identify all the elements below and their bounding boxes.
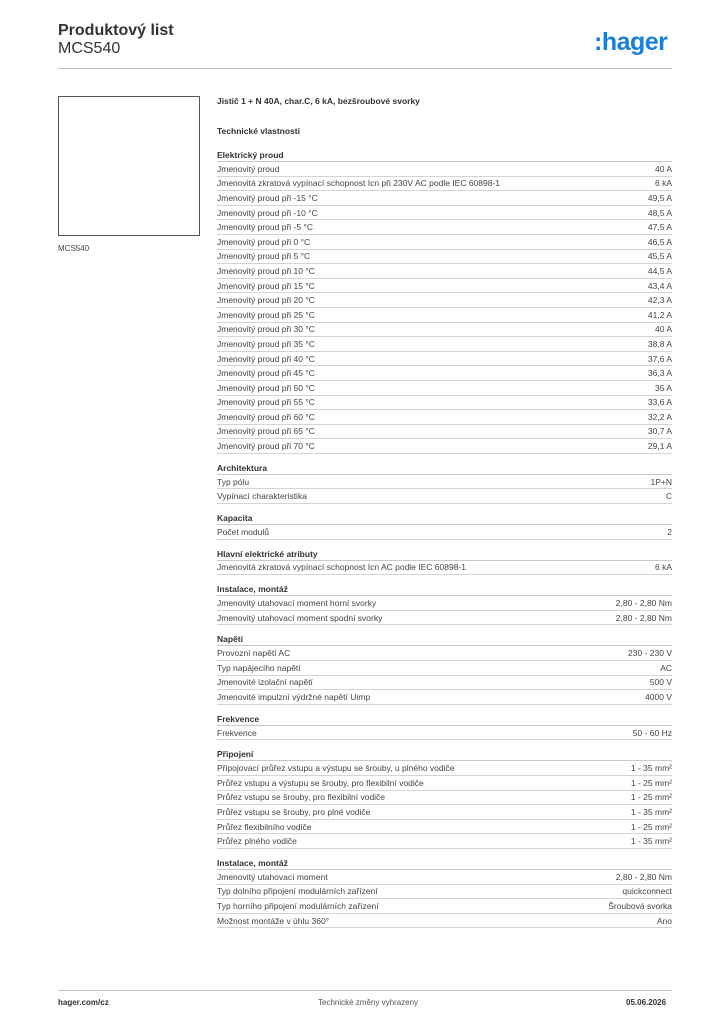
spec-value: 6 kA xyxy=(654,562,672,573)
spec-value: 4000 V xyxy=(645,692,672,703)
spec-value: 1 - 35 mm² xyxy=(630,806,672,817)
spec-group xyxy=(217,546,672,576)
spec-label: Typ dolního připojení modulárních zařízení xyxy=(217,886,378,897)
spec-value: 1 - 35 mm² xyxy=(630,836,672,847)
spec-label: Jmenovitý proud při 25 °C xyxy=(217,309,315,320)
spec-group xyxy=(217,581,672,625)
spec-row xyxy=(217,396,672,411)
hager-logo: :hager xyxy=(594,28,668,56)
spec-row xyxy=(217,475,672,490)
footer-disclaimer: Technické změny vyhrazeny xyxy=(318,998,419,1007)
spec-row xyxy=(217,661,672,676)
spec-row xyxy=(217,834,672,849)
spec-group-title: Instalace, montáž xyxy=(217,581,672,596)
spec-value: 42,3 A xyxy=(647,295,672,306)
spec-row xyxy=(217,235,672,250)
spec-group-title: Architektura xyxy=(217,460,672,475)
spec-group xyxy=(217,746,672,849)
spec-row xyxy=(217,352,672,367)
spec-row xyxy=(217,323,672,338)
spec-group xyxy=(217,711,672,741)
spec-label: Jmenovitý proud při 20 °C xyxy=(217,295,315,306)
spec-row xyxy=(217,776,672,791)
spec-row xyxy=(217,250,672,265)
spec-label: Jmenovitý proud při 0 °C xyxy=(217,236,311,247)
spec-value: 2 xyxy=(667,526,672,537)
spec-row xyxy=(217,885,672,900)
spec-row xyxy=(217,220,672,235)
spec-row xyxy=(217,646,672,661)
spec-row xyxy=(217,489,672,504)
spec-label: Jmenovité izolační napětí xyxy=(217,677,313,688)
spec-label: Průřez plného vodiče xyxy=(217,836,297,847)
spec-group-title: Elektrický proud xyxy=(217,147,672,162)
spec-label: Jmenovitý proud při 10 °C xyxy=(217,265,315,276)
spec-value: 230 - 230 V xyxy=(628,648,672,659)
spec-value: 32,2 A xyxy=(647,411,672,422)
spec-label: Jmenovitá zkratová vypínací schopnost Icn AC podle IEC 60898-1 xyxy=(217,562,466,573)
spec-label: Jmenovitý utahovací moment spodní svorky xyxy=(217,612,383,623)
spec-value: 44,5 A xyxy=(647,265,672,276)
spec-value: 47,5 A xyxy=(647,222,672,233)
spec-label: Typ horního připojení modulárních zařízení xyxy=(217,900,379,911)
footer-date: 05.06.2026 xyxy=(626,998,667,1007)
spec-label: Průřez vstupu se šrouby, pro plné vodiče xyxy=(217,806,371,817)
spec-value: Ano xyxy=(656,915,672,926)
spec-row xyxy=(217,162,672,177)
spec-row xyxy=(217,690,672,705)
spec-value: 36,3 A xyxy=(647,368,672,379)
spec-label: Typ napájecího napětí xyxy=(217,662,301,673)
spec-value: 35 A xyxy=(654,382,672,393)
spec-row xyxy=(217,264,672,279)
spec-value: 50 - 60 Hz xyxy=(632,727,672,738)
spec-value: 38,8 A xyxy=(647,338,672,349)
spec-content xyxy=(217,96,672,934)
technical-properties-title: Technické vlastnosti xyxy=(217,126,300,136)
spec-label: Jmenovitý proud při -5 °C xyxy=(217,222,313,233)
spec-label: Jmenovitý proud při 30 °C xyxy=(217,324,315,335)
spec-group xyxy=(217,460,672,504)
spec-value: 45,5 A xyxy=(647,251,672,262)
spec-label: Jmenovitý proud při 40 °C xyxy=(217,353,315,364)
spec-label: Jmenovitý utahovací moment horní svorky xyxy=(217,598,377,609)
spec-group xyxy=(217,510,672,540)
spec-row xyxy=(217,279,672,294)
spec-value: 41,2 A xyxy=(647,309,672,320)
spec-value: C xyxy=(665,491,672,502)
spec-value: 29,1 A xyxy=(647,441,672,452)
spec-value: 6 kA xyxy=(654,178,672,189)
spec-value: Šroubová svorka xyxy=(608,900,672,911)
spec-label: Jmenovitý proud při -10 °C xyxy=(217,207,318,218)
spec-value: 33,6 A xyxy=(647,397,672,408)
spec-row xyxy=(217,337,672,352)
spec-value: 2,80 - 2,80 Nm xyxy=(615,871,672,882)
spec-value: 2,80 - 2,80 Nm xyxy=(615,598,672,609)
spec-row xyxy=(217,308,672,323)
spec-label: Jmenovitý utahovací moment xyxy=(217,871,328,882)
spec-value: 1 - 35 mm² xyxy=(630,763,672,774)
spec-row xyxy=(217,791,672,806)
spec-row xyxy=(217,410,672,425)
spec-group-title: Instalace, montáž xyxy=(217,855,672,870)
spec-row xyxy=(217,191,672,206)
spec-label: Frekvence xyxy=(217,727,257,738)
spec-label: Průřez vstupu a výstupu se šrouby, pro flexibilní vodiče xyxy=(217,777,424,788)
spec-label: Jmenovitý proud při 65 °C xyxy=(217,426,315,437)
spec-label: Jmenovitý proud xyxy=(217,163,280,174)
spec-value: 46,5 A xyxy=(647,236,672,247)
spec-value: 48,5 A xyxy=(647,207,672,218)
spec-label: Provozní napětí AC xyxy=(217,648,291,659)
spec-row xyxy=(217,381,672,396)
spec-value: 1 - 25 mm² xyxy=(630,821,672,832)
spec-label: Připojovací průřez vstupu a výstupu se šrouby, u plného vodiče xyxy=(217,763,455,774)
spec-group xyxy=(217,855,672,928)
product-image-caption: MCS540 xyxy=(58,244,90,253)
footer-divider xyxy=(58,990,672,991)
spec-value: 49,5 A xyxy=(647,192,672,203)
spec-group-title: Kapacita xyxy=(217,510,672,525)
spec-label: Průřez flexibilního vodiče xyxy=(217,821,312,832)
spec-row xyxy=(217,820,672,835)
spec-row xyxy=(217,439,672,454)
page-title: Produktový list xyxy=(58,22,174,39)
spec-group-title: Frekvence xyxy=(217,711,672,726)
spec-value: 500 V xyxy=(649,677,672,688)
spec-value: 1 - 25 mm² xyxy=(630,792,672,803)
spec-row xyxy=(217,870,672,885)
spec-row xyxy=(217,914,672,929)
spec-row xyxy=(217,525,672,540)
spec-label: Jmenovitá zkratová vypínací schopnost Icn při 230V AC podle IEC 60898-1 xyxy=(217,178,501,189)
header-divider xyxy=(58,68,672,69)
spec-value: 40 A xyxy=(654,324,672,335)
footer-website: hager.com/cz xyxy=(58,998,109,1007)
spec-group-title: Hlavní elektrické atributy xyxy=(217,546,672,561)
spec-label: Jmenovitý proud při 60 °C xyxy=(217,411,315,422)
spec-row xyxy=(217,425,672,440)
spec-label: Jmenovitý proud při 15 °C xyxy=(217,280,315,291)
spec-row xyxy=(217,596,672,611)
spec-label: Jmenovitý proud při 5 °C xyxy=(217,251,311,262)
spec-label: Jmenovitý proud při 35 °C xyxy=(217,338,315,349)
spec-group-title: Napětí xyxy=(217,631,672,646)
spec-row xyxy=(217,561,672,576)
spec-label: Vypínací charakteristika xyxy=(217,491,307,502)
spec-row xyxy=(217,611,672,626)
page-subtitle: MCS540 xyxy=(58,40,121,57)
spec-groups xyxy=(217,147,672,928)
spec-label: Jmenovitý proud při 45 °C xyxy=(217,368,315,379)
spec-value: 40 A xyxy=(654,163,672,174)
spec-row xyxy=(217,726,672,741)
spec-value: 37,6 A xyxy=(647,353,672,364)
spec-label: Jmenovitý proud při -15 °C xyxy=(217,192,318,203)
spec-row xyxy=(217,761,672,776)
spec-group xyxy=(217,631,672,704)
spec-value: 1 - 25 mm² xyxy=(630,777,672,788)
spec-label: Počet modulů xyxy=(217,526,269,537)
spec-label: Jmenovitý proud při 70 °C xyxy=(217,441,315,452)
spec-row xyxy=(217,293,672,308)
spec-row xyxy=(217,206,672,221)
spec-row xyxy=(217,676,672,691)
spec-row xyxy=(217,805,672,820)
spec-label: Jmenovitý proud při 55 °C xyxy=(217,397,315,408)
spec-group xyxy=(217,147,672,454)
spec-value: 1P+N xyxy=(650,476,672,487)
spec-label: Jmenovitý proud při 50 °C xyxy=(217,382,315,393)
spec-value: quickconnect xyxy=(622,886,672,897)
spec-label: Možnost montáže v úhlu 360° xyxy=(217,915,330,926)
spec-row xyxy=(217,177,672,192)
spec-value: 2,80 - 2,80 Nm xyxy=(615,612,672,623)
spec-group-title: Připojení xyxy=(217,746,672,761)
product-description: Jistič 1 + N 40A, char.C, 6 kA, bezšroubové svorky xyxy=(217,96,420,106)
spec-label: Jmenovité impulzní výdržné napětí Uimp xyxy=(217,692,371,703)
product-image xyxy=(58,96,200,236)
spec-value: AC xyxy=(660,662,672,673)
spec-label: Typ pólu xyxy=(217,476,250,487)
spec-value: 43,4 A xyxy=(647,280,672,291)
spec-value: 30,7 A xyxy=(647,426,672,437)
spec-label: Průřez vstupu se šrouby, pro flexibilní vodiče xyxy=(217,792,386,803)
spec-row xyxy=(217,366,672,381)
spec-row xyxy=(217,899,672,914)
